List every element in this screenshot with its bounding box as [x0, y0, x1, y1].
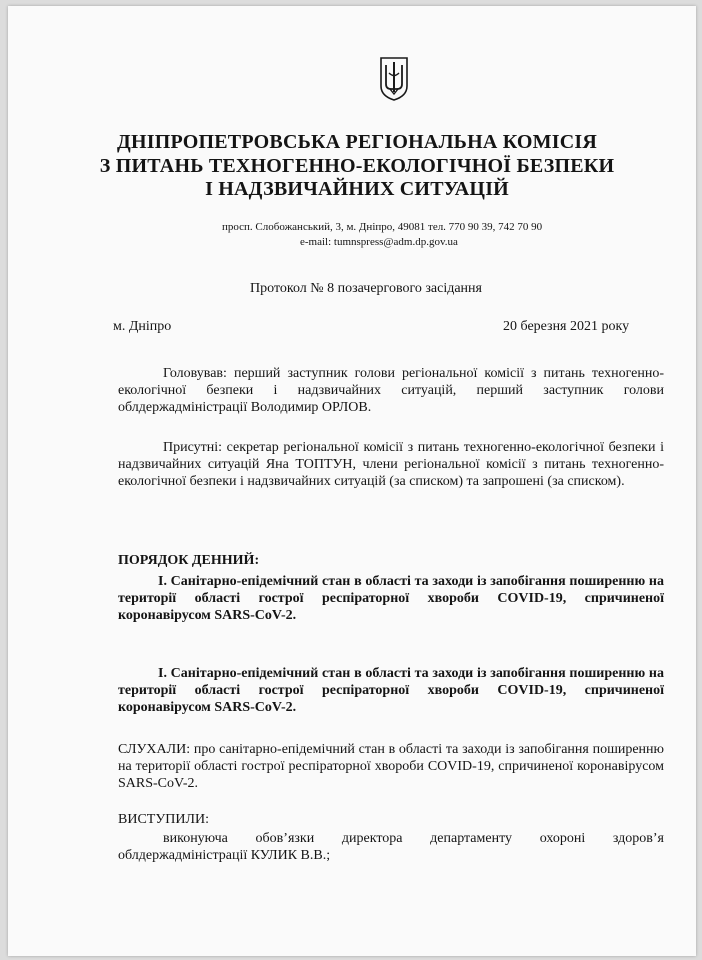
chair-paragraph: Головував: перший заступник голови регіональної комісії з питань техногенно-екологічної безпеки і надзвичайних ситуацій, перший заступник голови облдержадміністрації Володимир ОРЛОВ. — [118, 366, 664, 415]
spoke-heading: ВИСТУПИЛИ: — [118, 812, 209, 827]
commission-title-line-1: ДНІПРОПЕТРОВСЬКА РЕГІОНАЛЬНА КОМІСІЯ — [117, 131, 597, 153]
address-line: просп. Слобожанський, 3, м. Дніпро, 49081 тел. 770 90 39, 742 70 90 — [222, 221, 543, 233]
trident-coat-of-arms-icon — [379, 56, 409, 102]
protocol-title: Протокол № 8 позачергового засідання — [250, 281, 482, 296]
section-heading: І. Санітарно-епідемічний стан в області та заходи із запобігання поширенню на території області гострої респіраторної хвороби COVID-19, спричиненої коронавірусом SARS-CoV-2. — [118, 666, 664, 715]
commission-title-line-3: І НАДЗВИЧАЙНИХ СИТУАЦІЙ — [205, 178, 509, 200]
heard-paragraph: СЛУХАЛИ: про санітарно-епідемічний стан в області та заходи із запобігання поширенню на території області гострої респіраторної хвороби COVID-19, спричиненої коронавірусом SARS-CoV-2. — [118, 742, 664, 791]
spoke-item: виконуюча обов’язки директора департаменту охороні здоров’я облдержадміністрації КУЛИК В.В.; — [118, 831, 664, 863]
present-paragraph: Присутні: секретар регіональної комісії з питань техногенно-екологічної безпеки і надзвичайних ситуацій Яна ТОПТУН, члени регіональної комісії з питань техногенно-екологічної безпеки і надзвичайних ситуацій (за списком) та запрошені (за списком). — [118, 440, 664, 489]
agenda-item: І. Санітарно-епідемічний стан в області та заходи із запобігання поширенню на території області гострої респіраторної хвороби COVID-19, спричиненої коронавірусом SARS-CoV-2. — [118, 574, 664, 623]
commission-title-line-2: З ПИТАНЬ ТЕХНОГЕННО-ЕКОЛОГІЧНОЇ БЕЗПЕКИ — [99, 155, 615, 177]
agenda-heading: ПОРЯДОК ДЕННИЙ: — [118, 553, 260, 568]
email-line: e-mail: tumnspress@adm.dp.gov.ua — [300, 236, 458, 248]
protocol-city: м. Дніпро — [113, 319, 172, 334]
protocol-date: 20 березня 2021 року — [503, 319, 630, 334]
document-page — [8, 6, 696, 956]
